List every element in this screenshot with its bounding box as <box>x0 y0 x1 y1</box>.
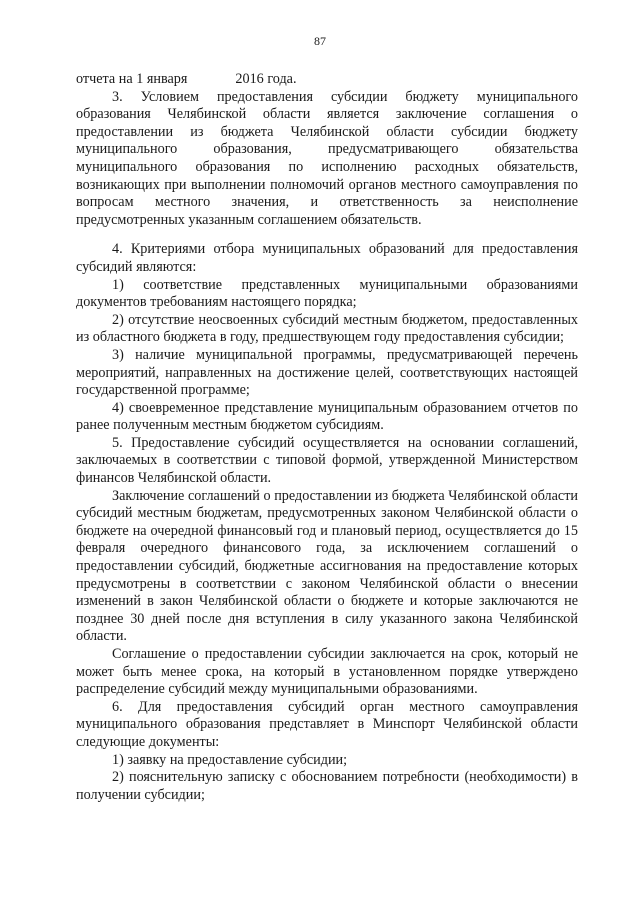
report-date-year: 2016 года. <box>235 71 297 87</box>
paragraph-item-4: 4. Критериями отбора муниципальных образований для предоставления субсидий являются: <box>76 241 578 275</box>
paragraph-item-3: 3. Условием предоставления субсидии бюджету муниципального образования Челябинской области является заключение соглашения о предоставлении из бюджета Челябинской области субсидии бюджету муниципального образования, предусматривающего обязательства муниципального образования по исполнению расходных обязательств, возникающих при выполнении полномочий органов местного самоуправления по вопросам местного значения, и ответственность за неисполнение предусмотренных указанным соглашением обязательств. <box>76 88 578 228</box>
report-date-start: отчета на 1 января <box>76 71 188 87</box>
criterion-3: 3) наличие муниципальной программы, предусматривающей перечень мероприятий, направленных на достижение целей, соответствующих настоящей государственной программе; <box>76 346 578 399</box>
paragraph-item-6: 6. Для предоставления субсидий орган местного самоуправления муниципального образования представляет в Минспорт Челябинской области следующие документы: <box>76 698 578 750</box>
criterion-4: 4) своевременное представление муниципальным образованием отчетов по ранее полученным местным бюджетом субсидиям. <box>76 399 578 434</box>
criterion-2: 2) отсутствие неосвоенных субсидий местным бюджетом, предоставленных из областного бюджета в году, предшествующем году предоставления субсидии; <box>76 311 578 346</box>
paragraph-agreements: Заключение соглашений о предоставлении из бюджета Челябинской области субсидий местным бюджетам, предусмотренных законом Челябинской области о бюджете на очередной финансовый год и плановый период, осуществляется до 15 февраля очередного финансового года, за исключением соглашений о предоставлении субсидий, бюджетные ассигнования на предоставление которых предусмотрены в соответствии с законом Челябинской области о внесении изменений в закон Челябинской области о бюджете и которые заключаются не позднее 30 дней после дня вступления в силу указанного закона Челябинской области. <box>76 487 578 645</box>
document-1: 1) заявку на предоставление субсидии; <box>112 751 348 768</box>
document-body <box>76 71 578 804</box>
document-2: 2) пояснительную записку с обоснованием потребности (необходимости) в получении субсидии; <box>76 769 578 803</box>
criterion-1: 1) соответствие представленных муниципальными образованиями документов требованиям настоящего порядка; <box>76 276 578 311</box>
paragraph-report-date <box>76 71 578 89</box>
paragraph-item-5: 5. Предоставление субсидий осуществляется на основании соглашений, заключаемых в соответствии с типовой формой, утвержденной Министерством финансов Челябинской области. <box>76 434 578 487</box>
page-number: 87 <box>314 34 326 48</box>
paragraph-agreement-term: Соглашение о предоставлении субсидии заключается на срок, который не может быть менее срока, на который в установленном порядке утверждено распределение субсидий между муниципальными образованиями. <box>76 646 578 698</box>
